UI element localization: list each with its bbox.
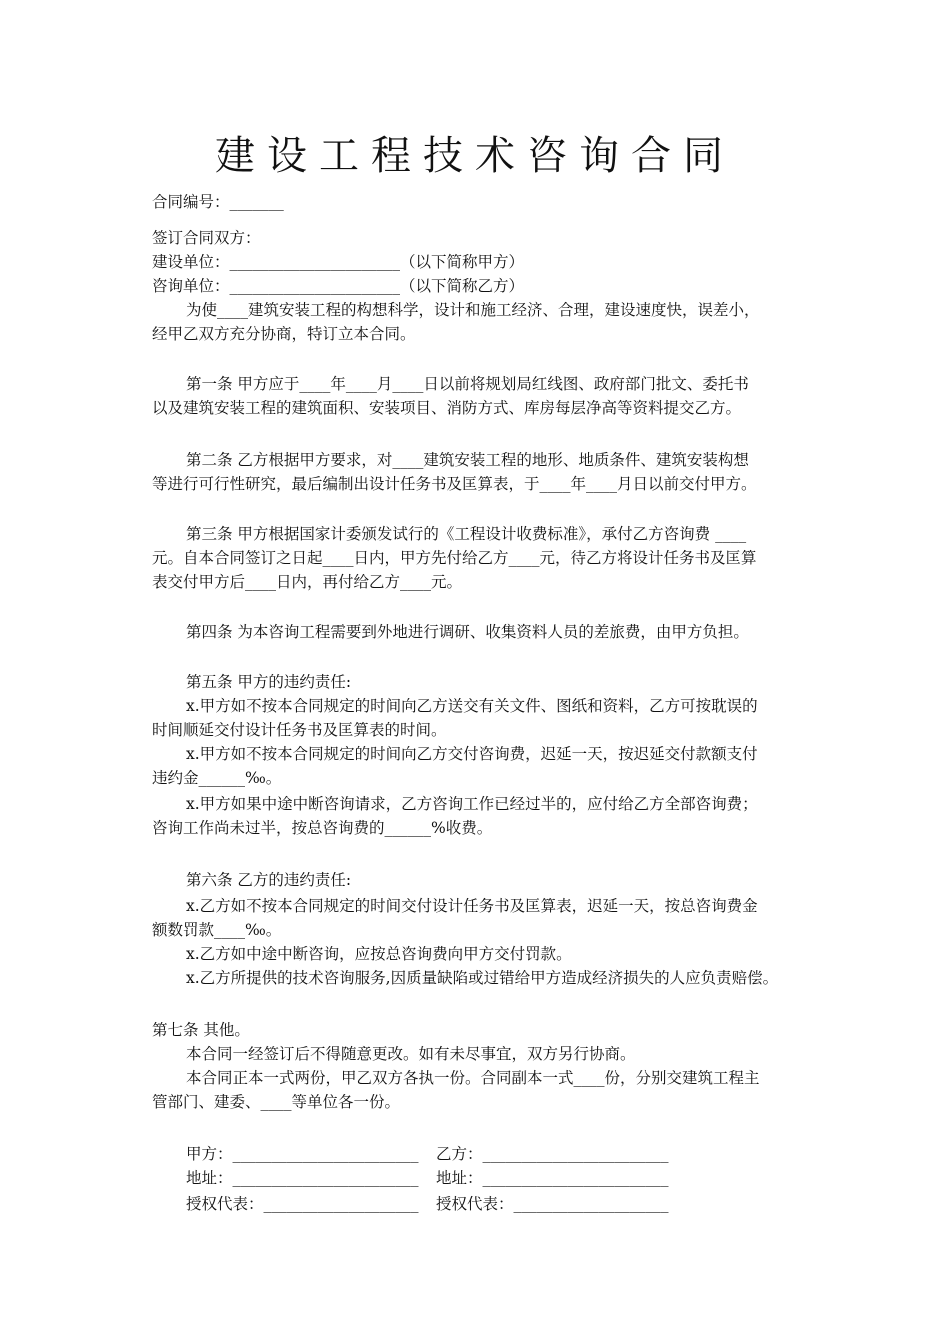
article-5-item-1-line-2: 时间顺延交付设计任务书及匡算表的时间。 [152,721,447,739]
article-2-line-1: 第二条 乙方根据甲方要求，对____建筑安装工程的地形、地质条件、建筑安装构想 [186,451,749,469]
intro-line-2: 经甲乙双方充分协商，特订立本合同。 [152,325,416,343]
article-6-item-3: x.乙方所提供的技术咨询服务,因质量缺陷或过错给甲方造成经济损失的人应负责赔偿。 [186,969,779,987]
signature-address-a: 地址：________________________ [186,1169,419,1187]
article-5-heading: 第五条 甲方的违约责任: [186,673,352,691]
article-6-item-1-line-1: x.乙方如不按本合同规定的时间交付设计任务书及匡算表，迟延一天，按总咨询费金 [186,897,758,915]
signature-party-a: 甲方：________________________ [186,1145,419,1163]
article-3-line-1: 第三条 甲方根据国家计委颁发试行的《工程设计收费标准》，承付乙方咨询费 ____ [186,525,747,543]
article-5-item-2-line-2: 违约金______‰。 [152,769,282,787]
intro-line-1: 为使____建筑安装工程的构想科学，设计和施工经济、合理，建设速度快，误差小， [186,301,760,319]
signature-address-b: 地址：________________________ [436,1169,669,1187]
article-6-item-2: x.乙方如中途中断咨询，应按总咨询费向甲方交付罚款。 [186,945,572,963]
article-2-line-2: 等进行可行性研究，最后编制出设计任务书及匡算表，于____年____月日以前交付甲方。 [152,475,757,493]
article-7-line-4: 管部门、建委、____等单位各一份。 [152,1093,401,1111]
article-5-item-1-line-1: x.甲方如不按本合同规定的时间向乙方送交有关文件、图纸和资料，乙方可按耽误的 [186,697,758,715]
article-6-item-1-line-2: 额数罚款____‰。 [152,921,282,939]
party-b-line: 咨询单位：______________________（以下简称乙方） [152,277,525,295]
article-7-heading: 第七条 其他。 [152,1021,250,1039]
contract-number: 合同编号：_______ [152,193,284,211]
article-4-line-1: 第四条 为本咨询工程需要到外地进行调研、收集资料人员的差旅费，由甲方负担。 [186,623,749,641]
article-1-line-2: 以及建筑安装工程的建筑面积、安装项目、消防方式、库房每层净高等资料提交乙方。 [152,399,742,417]
article-7-line-3: 本合同正本一式两份，甲乙双方各执一份。合同副本一式____份，分别交建筑工程主 [186,1069,760,1087]
article-3-line-2: 元。自本合同签订之日起____日内，甲方先付给乙方____元，待乙方将设计任务书及匡算 [152,549,757,567]
article-6-heading: 第六条 乙方的违约责任: [186,871,352,889]
signature-party-b: 乙方：________________________ [436,1145,669,1163]
article-5-item-3-line-2: 咨询工作尚未过半，按总咨询费的______%收费。 [152,819,493,837]
article-5-item-3-line-1: x.甲方如果中途中断咨询请求，乙方咨询工作已经过半的，应付给乙方全部咨询费； [186,795,758,813]
article-7-line-2: 本合同一经签订后不得随意更改。如有未尽事宜，双方另行协商。 [186,1045,636,1063]
article-1-line-1: 第一条 甲方应于____年____月____日以前将规划局红线图、政府部门批文、委托书 [186,375,749,393]
document-title: 建设工程技术咨询合同 [215,133,735,179]
parties-heading: 签订合同双方： [152,229,261,247]
article-5-item-2-line-1: x.甲方如不按本合同规定的时间向乙方交付咨询费，迟延一天，按迟延交付款额支付 [186,745,758,763]
party-a-line: 建设单位：______________________（以下简称甲方） [152,253,525,271]
article-3-line-3: 表交付甲方后____日内，再付给乙方____元。 [152,573,463,591]
signature-rep-b: 授权代表：____________________ [436,1195,669,1213]
signature-rep-a: 授权代表：____________________ [186,1195,419,1213]
